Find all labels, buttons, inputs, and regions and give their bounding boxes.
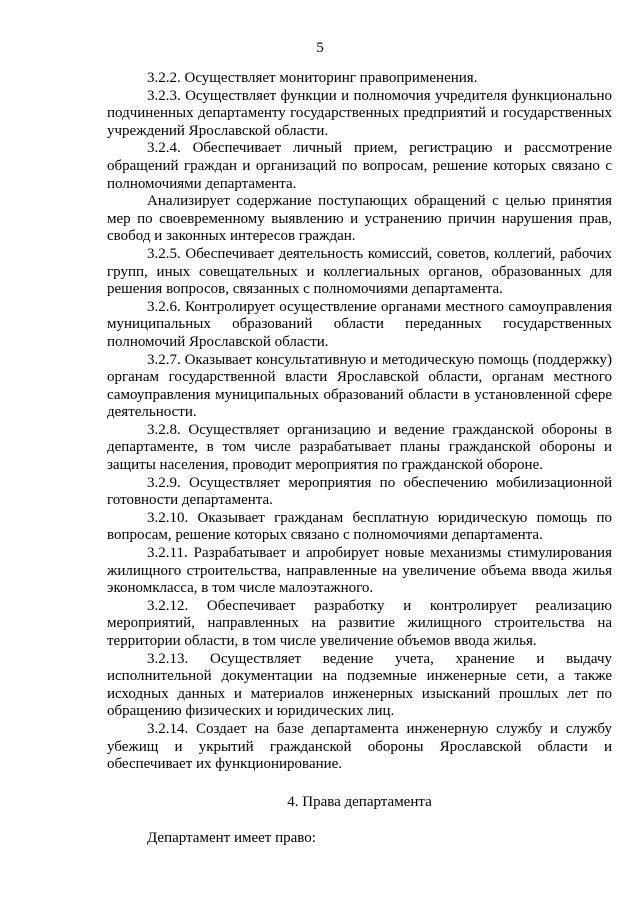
paragraph-3-2-3: 3.2.3. Осуществляет функции и полномочия учредителя функционально подчиненных департаменту государственных предприятий и государственных учреждений Ярославской области. <box>107 87 612 139</box>
paragraph-3-2-5: 3.2.5. Обеспечивает деятельность комиссий, советов, коллегий, рабочих групп, иных совещательных и коллегиальных органов, образованных для решения вопросов, связанных с полномочиями департамента. <box>107 245 612 298</box>
page-number: 5 <box>316 40 324 56</box>
paragraph-3-2-9: 3.2.9. Осуществляет мероприятия по обеспечению мобилизационной готовности департамента. <box>107 474 612 509</box>
paragraph-3-2-7: 3.2.7. Оказывает консультативную и методическую помощь (поддержку) органам государственной власти Ярославской области, органам местного самоуправления муниципальных образований области в установленной сфере деятельности. <box>107 351 612 421</box>
section-heading: 4. Права департамента <box>287 793 432 810</box>
paragraph-3-2-11: 3.2.11. Разрабатывает и апробирует новые механизмы стимулирования жилищного строительства, направленные на увеличение объема ввода жилья экономкласса, в том числе малоэтажного. <box>107 545 612 597</box>
paragraph-3-2-4: 3.2.4. Обеспечивает личный прием, регистрацию и рассмотрение обращений граждан и организаций по вопросам, решение которых связано с полномочиями департамента. <box>107 140 612 192</box>
paragraph-3-2-14: 3.2.14. Создает на базе департамента инженерную службу и службу убежищ и укрытий гражданской обороны Ярославской области и обеспечивает их функционирование. <box>107 720 612 773</box>
paragraph-3-2-6: 3.2.6. Контролирует осуществление органами местного самоуправления муниципальных образований области переданных государственных полномочий Ярославской области. <box>107 298 612 350</box>
paragraph-3-2-12: 3.2.12. Обеспечивает разработку и контролирует реализацию мероприятий, направленных на развитие жилищного строительства на территории области, в том числе увеличение объемов ввода жилья. <box>107 597 612 649</box>
paragraph-3-2-13: 3.2.13. Осуществляет ведение учета, хранение и выдачу исполнительной документации на подземные инженерные сети, а также исходных данных и материалов инженерных изысканий прошлых лет по обращению физических и юридических лиц. <box>107 650 612 720</box>
paragraph-3-2-10: 3.2.10. Оказывает гражданам бесплатную юридическую помощь по вопросам, решение которых связано с полномочиями департамента. <box>107 509 612 544</box>
paragraph-3-2-2: 3.2.2. Осуществляет мониторинг правоприменения. <box>147 70 478 86</box>
paragraph-analysis: Анализирует содержание поступающих обращений с целью принятия мер по своевременному выявлению и устранению причин нарушения прав, свобод и законных интересов граждан. <box>107 193 612 245</box>
closing-line: Департамент имеет право: <box>147 830 316 847</box>
paragraph-3-2-8: 3.2.8. Осуществляет организацию и ведение гражданской обороны в департаменте, в том числе разрабатывает планы гражданской обороны и защиты населения, проводит мероприятия по гражданской обороне. <box>107 421 612 474</box>
document-body <box>107 70 612 848</box>
